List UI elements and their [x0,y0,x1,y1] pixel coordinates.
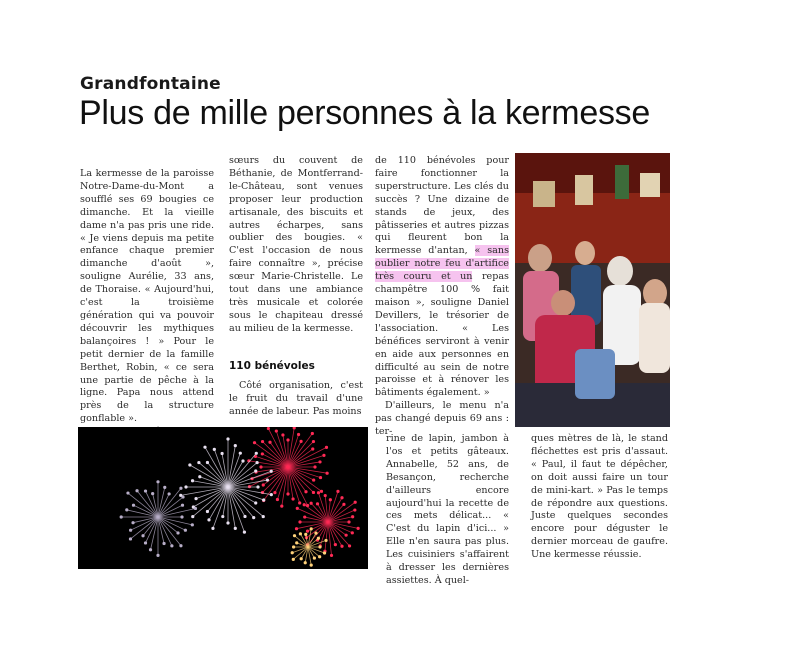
firework-spark-tip [144,489,147,492]
firework-spark-tip [303,515,306,518]
firework-spark-tip [226,437,229,440]
firework-spark-tip [194,507,197,510]
firework-spark-tip [156,554,159,557]
article-column-3-continued [386,433,509,588]
firework-spark-tip [304,561,307,564]
firework-spark [264,467,288,500]
firework-spark-tip [184,485,187,488]
firework-spark-tip [329,498,332,501]
firework-spark-tip [275,429,278,432]
firework-spark-tip [311,447,314,450]
firework-spark-tip [324,494,327,497]
firework-spark-tip [194,497,197,500]
firework-spark-tip [318,460,321,463]
text-run: repas champêtre 100 % fait maison », souligne Daniel Devillers, le trésorier de l'association. « Les bénéfices serviront à venir en aide aux personnes en difficulté au sein de notre paroisse et à rénover les bâtiments également. » [375,271,509,399]
firework-spark-tip [342,503,345,506]
firework-spark-tip [351,531,354,534]
fireworks-photo [78,427,368,569]
paragraph [375,155,509,400]
firework-spark-tip [304,533,307,536]
firework-spark-tip [221,515,224,518]
firework-spark-tip [292,558,295,561]
firework-spark-tip [313,465,316,468]
article-kicker: Grandfontaine [80,74,221,94]
paragraph: D'ailleurs, le menu n'a pas changé depuis 69 ans : ter- [375,400,509,438]
firework-spark-tip [206,510,209,513]
firework-spark-tip [141,534,144,537]
firework-spark-tip [191,479,194,482]
firework-spark-tip [125,508,128,511]
firework-spark-tip [268,441,271,444]
crowd-photo-illustration [515,153,670,427]
firework-spark-tip [132,504,135,507]
firework-spark-tip [243,515,246,518]
firework-spark-tip [347,520,350,523]
firework-spark-tip [311,432,314,435]
firework-spark-tip [318,555,321,558]
firework-spark-tip [295,541,298,544]
firework-spark-tip [310,527,313,530]
firework-spark-tip [340,496,343,499]
firework-spark-tip [280,505,283,508]
firework-spark-tip [291,551,294,554]
firework-spark-tip [354,501,357,504]
firework-spark-tip [297,433,300,436]
firework-spark-tip [267,427,270,430]
firework-spark-tip [259,465,262,468]
firework-spark-tip [198,475,201,478]
firework-spark-tip [281,433,284,436]
firework-spark-tip [324,539,327,542]
firework-spark-tip [261,452,264,455]
firework-spark-tip [292,545,295,548]
firework-spark-tip [206,461,209,464]
firework-spark-tip [170,544,173,547]
firework-spark-tip [270,470,273,473]
firework-spark-tip [163,486,166,489]
firework-spark [270,442,288,467]
article-column-2 [229,155,363,336]
firework-spark-tip [253,441,256,444]
firework-spark-tip [286,438,289,441]
firework-spark-tip [353,508,356,511]
firework-spark-tip [318,545,321,548]
firework-spark-tip [357,527,360,530]
firework-spark-tip [300,557,303,560]
firework-spark-tip [203,446,206,449]
article-column-3 [375,155,509,439]
firework-spark-tip [135,489,138,492]
firework-spark-tip [180,515,183,518]
firework-spark-tip [191,515,194,518]
firework-spark-tip [299,532,302,535]
firework-spark-tip [129,537,132,540]
firework-spark-tip [144,541,147,544]
article-column-2-continued [229,380,363,419]
firework-spark-tip [303,503,306,506]
firework-spark-tip [312,440,315,443]
firework-spark-tip [211,527,214,530]
firework-spark-tip [326,472,329,475]
paragraph: La kermesse de la paroisse Notre-Dame-du-Mont a soufflé ses 69 bougies ce dimanche. Et la vieille dame n'a pas pris une ride. « Je viens depuis ma petite enfance chaque premier dimanche d'août », souligne Aurélie, 33 ans, de Thoraise. « Aujourd'hui, c'est la troisième génération qui va pouvoir découvrir les mythiques balançoires ! » Pour le petit dernier de la famille Berthet, Robin, « ce sera une partie de pêche à la ligne. Papa nous attend près de la structure gonflable ». [80,168,214,425]
firework-spark-tip [340,545,343,548]
firework-spark-tip [317,537,320,540]
firework-spark-tip [298,520,301,523]
firework-spark-tip [120,515,123,518]
firework-spark [255,443,288,467]
firework-spark-tip [334,543,337,546]
firework-spark-tip [270,493,273,496]
fireworks-illustration [78,427,368,569]
firework-spark-tip [261,440,264,443]
firework-spark-tip [312,491,315,494]
firework-spark-tip [129,529,132,532]
firework-spark-tip [262,483,265,486]
firework-spark-tip [293,534,296,537]
paragraph: Côté organisation, c'est le fruit du travail d'une année de labeur. Pas moins [229,380,363,417]
firework-spark-tip [330,554,333,557]
firework-spark-tip [313,556,316,559]
firework-spark-tip [306,530,309,533]
firework-spark [288,467,321,491]
firework-spark-tip [273,491,276,494]
firework-spark-tip [262,515,265,518]
firework-spark [288,467,306,492]
firework-spark-tip [207,518,210,521]
firework-spark-tip [266,478,269,481]
firework-spark-tip [310,502,313,505]
article-column-4 [531,433,668,562]
firework-spark [263,467,288,485]
firework-spark-tip [295,527,298,530]
firework-spark-tip [336,490,339,493]
firework-spark-tip [276,498,279,501]
firework-spark-tip [322,454,325,457]
firework-spark-tip [256,485,259,488]
firework-spark-tip [256,461,259,464]
firework-spark-tip [191,523,194,526]
firework-spark-tip [286,492,289,495]
paragraph: sœurs du couvent de Béthanie, de Montferrand-le-Château, sont venues proposer leur production artisanale, des biscuits et autres écharpes, sans oublier des bougies. « C'est l'occasion de nous faire connaître », précise sœur Marie-Christelle. Le tout dans une ambiance très musicale et colorée sous le chapiteau dressé au milieu de la kermesse. [229,155,363,334]
firework-spark-tip [181,495,184,498]
firework-spark-tip [254,469,257,472]
paragraph: rine de lapin, jambon à l'os et petits gâteaux. Annabelle, 52 ans, de Besançon, recherche d'ailleurs encore aujourd'hui la recette de ces mets délicat... « C'est du lapin d'ici... » Elle n'en saura pas plus. Les cuisiniers s'affairent à dresser les dernières assiettes. À quel- [386,433,509,586]
paragraph: ques mètres de là, le stand fléchettes est pris d'assaut. « Paul, il faut te dépêcher, on doit aussi faire un tour de mini-kart. » Pas le temps de répondre aux questions. Juste quelques secondes encore pour déguster le dernier morceau de gaufre. Une kermesse réussie. [531,433,668,561]
firework-spark-tip [220,452,223,455]
firework-spark [288,449,313,467]
firework-spark-tip [317,491,320,494]
firework-spark-tip [325,446,328,449]
firework-spark-tip [298,501,301,504]
firework-spark-tip [252,516,255,519]
firework-spark [288,434,312,467]
text-run: de 110 bénévoles pour faire fonctionner la superstructure. Les clés du succès ? Une dizaine de stands de jeux, des pâtisseries et autres pizzas qui fleurent bon la kermesse d'antan, [375,155,509,257]
firework-spark-tip [345,534,348,537]
firework-spark-tip [162,542,165,545]
firework-spark-tip [291,497,294,500]
firework-spark-tip [293,427,296,429]
firework-spark-tip [320,490,323,493]
firework-spark-tip [179,487,182,490]
firework-spark-tip [241,459,244,462]
firework-spark-tip [314,532,317,535]
firework-spark-tip [168,492,171,495]
firework-spark-tip [226,521,229,524]
article-column-1 [80,168,214,439]
firework-spark-tip [323,551,326,554]
firework-spark-tip [316,502,319,505]
firework-spark-tip [351,515,354,518]
firework-spark-tip [254,501,257,504]
firework-spark-tip [299,440,302,443]
firework-spark-tip [188,463,191,466]
firework-spark-tip [151,492,154,495]
firework-spark-tip [149,548,152,551]
firework-spark-tip [131,521,134,524]
firework-spark-tip [304,490,307,493]
firework-spark-tip [179,544,182,547]
firework-spark-tip [181,504,184,507]
firework-spark-tip [176,531,179,534]
highlighted-quote: « sans oublier notre feu d'artifice très couru et un [375,245,509,283]
firework-spark-tip [296,507,299,510]
firework-spark-tip [243,531,246,534]
firework-spark-tip [348,544,351,547]
firework-spark-tip [262,498,265,501]
firework-spark-tip [156,480,159,483]
article-headline: Plus de mille personnes à la kermesse [79,94,650,132]
crowd-photo [515,153,670,427]
firework-spark-tip [312,478,315,481]
firework-spark-tip [126,491,129,494]
section-subhead: 110 bénévoles [229,360,315,372]
firework-spark-tip [239,452,242,455]
firework-spark-tip [184,529,187,532]
firework-spark [308,547,325,553]
firework-spark-tip [213,448,216,451]
firework-spark-tip [255,452,258,455]
firework-spark-tip [310,564,313,567]
firework-spark-tip [234,444,237,447]
firework-spark-tip [197,461,200,464]
firework-spark-tip [234,527,237,530]
firework-spark-tip [319,476,322,479]
